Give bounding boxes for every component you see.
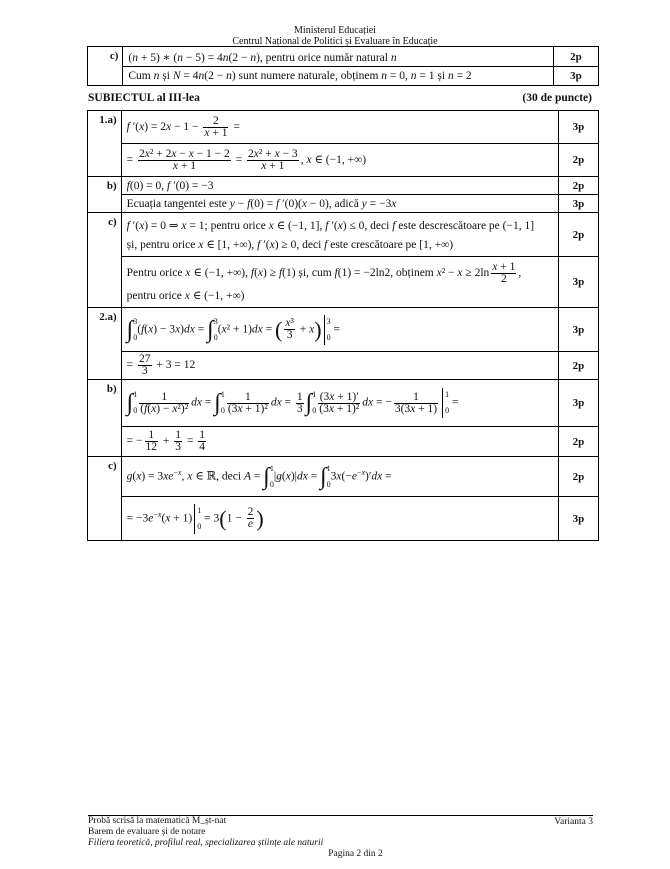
item-label: b) <box>88 177 122 213</box>
points: 2p <box>558 457 598 497</box>
footer <box>88 815 593 860</box>
points: 2p <box>553 47 598 67</box>
item-label: c) <box>88 47 123 86</box>
answer-line: f ′(x) = 0 ⇒ x = 1; pentru orice x ∈ (−1, 1], f ′(x) ≤ 0, deci f este descrescătoare pe (−1, 1] și, pentru orice x ∈ [1, +∞), f ′(x) ≥ 0, deci f este crescătoare pe [1, +∞) <box>121 213 558 257</box>
item-label: c) <box>88 213 122 308</box>
footer-exam: Probă scrisă la matematică M_șt-nat <box>88 816 227 826</box>
answer-line: $g(x) = 3xe^{-x}$, x ∈ ℝ, deci A = ∫1 0|g(x)|dx = ∫1 $03x(-e^{-x})'dx$ = <box>121 457 558 497</box>
points: 2p <box>558 352 598 380</box>
answer-line: = $-3e^{-x}(x + 1)1$ 0 = 3(1 − $\frac{2}{e}$ ) <box>121 497 558 541</box>
answer-line: Pentru orice x ∈ (−1, +∞), f(x) ≥ f(1) și, cum f(1) = −2ln2, obținem x² − x ≥ 2ln $\frac{x + 1}{2}$ , pentru orice x ∈ (−1, +∞) <box>121 257 558 308</box>
footer-filiera: Filiera teoretică, profilul real, specializarea științe ale naturii <box>88 838 324 848</box>
footer-barem: Barem de evaluare și de notare <box>88 827 206 837</box>
header-ministry: Ministerul Educației <box>294 25 376 36</box>
points: 3p <box>558 111 598 144</box>
main-table <box>87 110 599 541</box>
answer-line: f(0) = 0, f ′(0) = −3 <box>121 177 558 195</box>
answer-line: f ′(x) = 2x − 1 − $\frac{2}{x + 1}$ = <box>121 111 558 144</box>
points: 3p <box>553 67 598 86</box>
points: 2p <box>558 427 598 457</box>
points: 2p <box>558 213 598 257</box>
answer-line: = − $\frac{1}{12}$ + $\frac{1}{3}$ = $\frac{1}{4}$ <box>121 427 558 457</box>
section-title: SUBIECTUL al III-lea <box>88 92 200 104</box>
answer-line: ∫3 0(f(x) − 3x)dx = ∫3 0(x² + 1)dx = ( $\frac{\text{x³}}{3}$ + x) 3 0 = <box>121 308 558 352</box>
points: 2p <box>558 177 598 195</box>
item-label: b) <box>88 380 122 457</box>
answer-line: ∫1 0 $\frac{1}{\text{(f(x) − x²)²}}$ dx = ∫1 0 $\frac{1}{\text{(3x + 1)²}}$ dx = $\frac{1}{3}$ ∫1 0 $\frac{(3x + 1)'}{\text{(3x + 1)²}}$ dx = − $\frac{1}{3(3x + 1)}$ 1 0 = <box>121 380 558 427</box>
top-table <box>87 46 599 86</box>
answer-line: = $\frac{\text{2x² + 2x − x − 1 − 2}}{x + 1}$ = $\frac{\text{2x² + x − 3}}{x + 1}$ , x ∈ (−1, +∞) <box>121 144 558 177</box>
item-label: c) <box>88 457 122 541</box>
answer-line: (n + 5) ∗ (n − 5) = 4n(2 − n), pentru orice număr natural n <box>123 47 554 67</box>
points: 3p <box>558 308 598 352</box>
points: 2p <box>558 144 598 177</box>
item-label: 2.a) <box>88 308 122 380</box>
footer-variant: Varianta 3 <box>554 817 593 827</box>
item-label: 1.a) <box>88 111 122 177</box>
answer-line: = $\frac{27}{3}$ + 3 = 12 <box>121 352 558 380</box>
points: 3p <box>558 257 598 308</box>
header-center: Centrul Național de Politici și Evaluare în Educație <box>232 36 438 47</box>
answer-line: Cum n și N = 4n(2 − n) sunt numere naturale, obținem n = 0, n = 1 și n = 2 <box>123 67 554 86</box>
footer-page: Pagina 2 din 2 <box>328 849 383 859</box>
points: 3p <box>558 195 598 213</box>
points: 3p <box>558 497 598 541</box>
answer-line: Ecuația tangentei este y − f(0) = f ′(0)(x − 0), adică y = −3x <box>121 195 558 213</box>
section-total: (30 de puncte) <box>522 92 592 104</box>
points: 3p <box>558 380 598 427</box>
